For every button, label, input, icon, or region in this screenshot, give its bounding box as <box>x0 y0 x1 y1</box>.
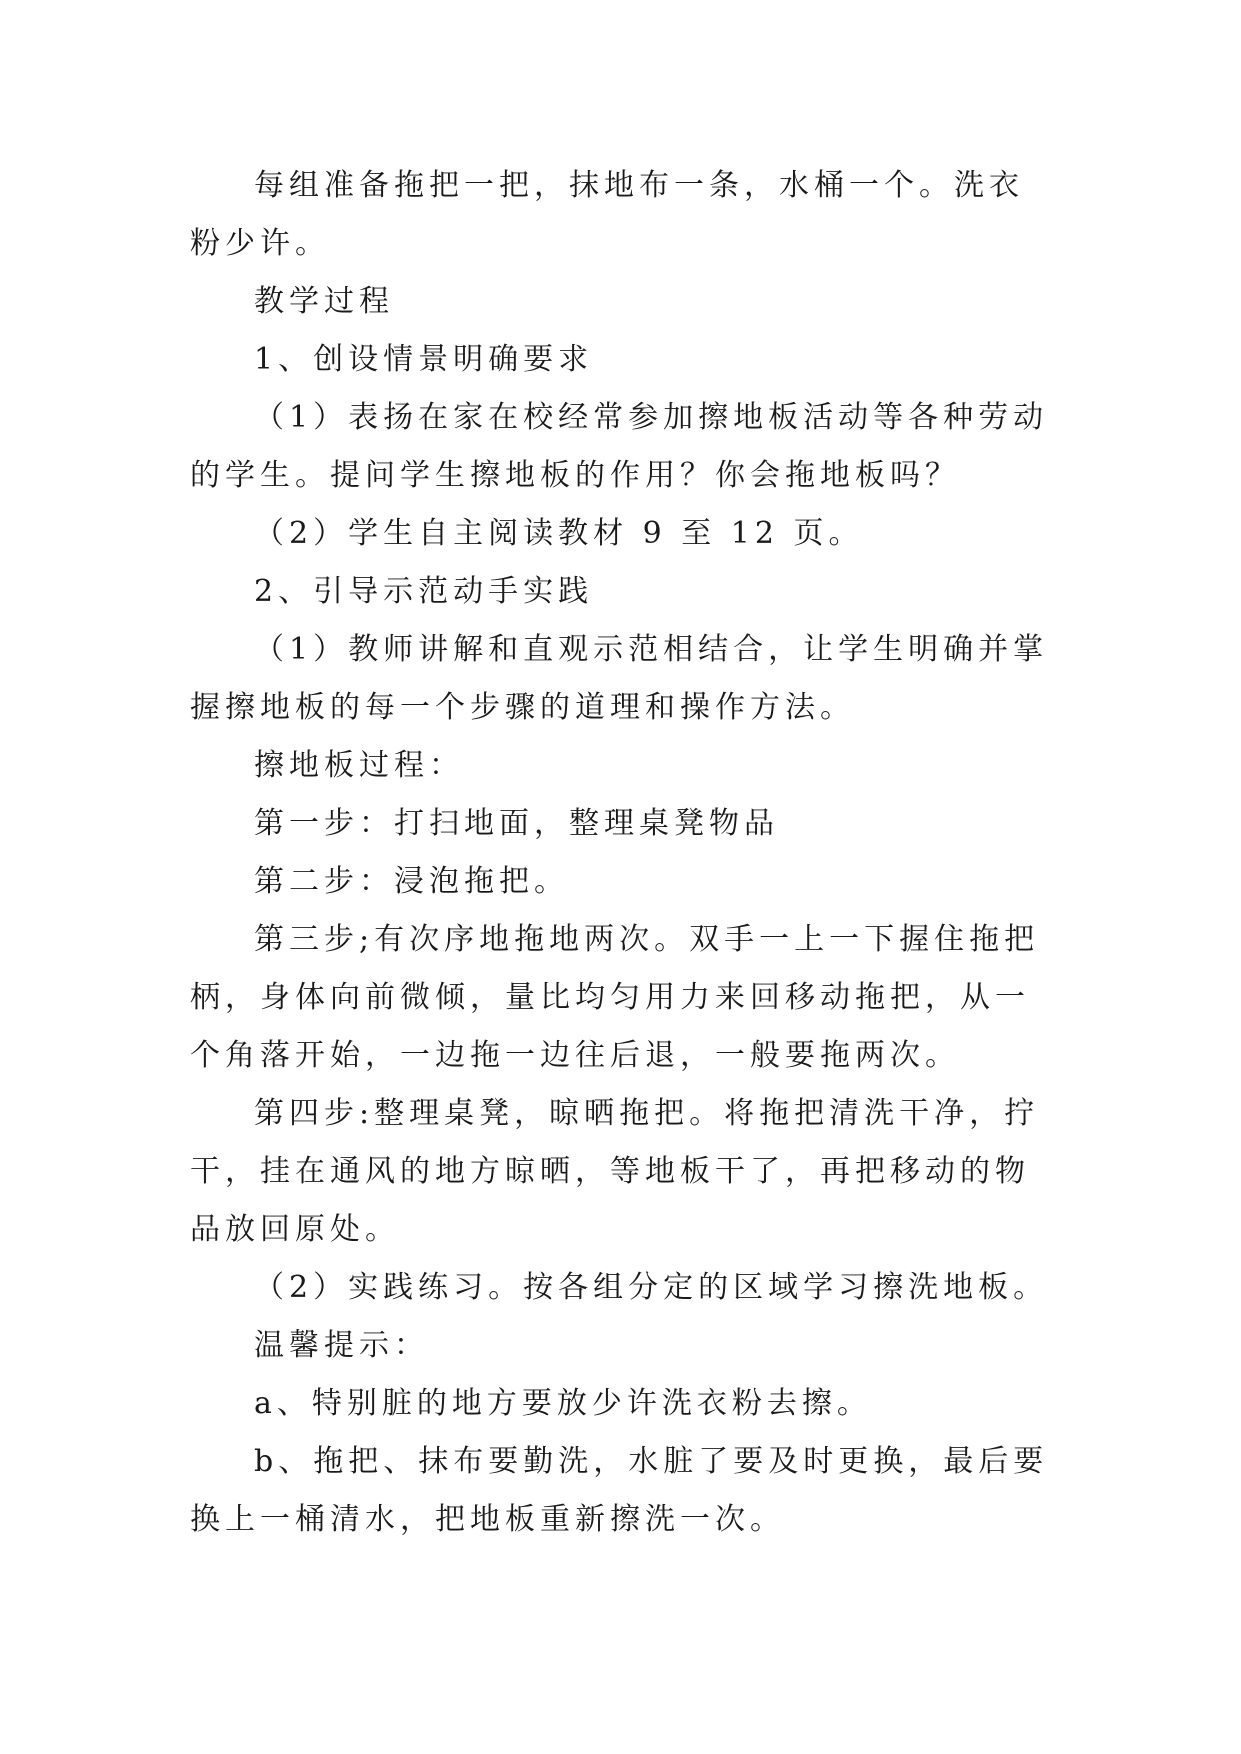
paragraph-2-1: （1）教师讲解和直观示范相结合，让学生明确并掌握擦地板的每一个步骤的道理和操作方法。 <box>190 632 1049 725</box>
heading-mopping-process: 擦地板过程： <box>254 748 464 783</box>
paragraph-2-2: （2）实践练习。按各组分定的区域学习擦洗地板。 <box>254 1270 1049 1305</box>
heading-tips: 温馨提示： <box>254 1328 429 1363</box>
tip-b: b、拖把、抹布要勤洗，水脏了要及时更换，最后要换上一桶清水，把地板重新擦洗一次。 <box>190 1444 1049 1537</box>
heading-section-1: 1、创设情景明确要求 <box>254 342 594 377</box>
document-body <box>190 157 1052 1549</box>
step-3: 第三步;有次序地拖地两次。双手一上一下握住拖把柄，身体向前微倾，量比均匀用力来回移动拖把，从一个角落开始，一边拖一边往后退，一般要拖两次。 <box>190 922 1040 1073</box>
step-4: 第四步:整理桌凳，晾晒拖把。将拖把清洗干净，拧干，挂在通风的地方晾晒，等地板干了，再把移动的物品放回原处。 <box>190 1096 1040 1247</box>
paragraph-1-1: （1）表扬在家在校经常参加擦地板活动等各种劳动的学生。提问学生擦地板的作用？你会拖地板吗？ <box>190 400 1049 493</box>
paragraph-1-2: （2）学生自主阅读教材 9 至 12 页。 <box>254 516 864 551</box>
step-2: 第二步：浸泡拖把。 <box>254 864 569 899</box>
paragraph-materials: 每组准备拖把一把，抹地布一条，水桶一个。洗衣粉少许。 <box>190 168 1024 261</box>
tip-a: a、特别脏的地方要放少许洗衣粉去擦。 <box>254 1386 872 1421</box>
heading-teaching-process: 教学过程 <box>254 284 394 319</box>
step-1: 第一步：打扫地面，整理桌凳物品 <box>254 806 779 841</box>
heading-section-2: 2、引导示范动手实践 <box>254 574 594 609</box>
